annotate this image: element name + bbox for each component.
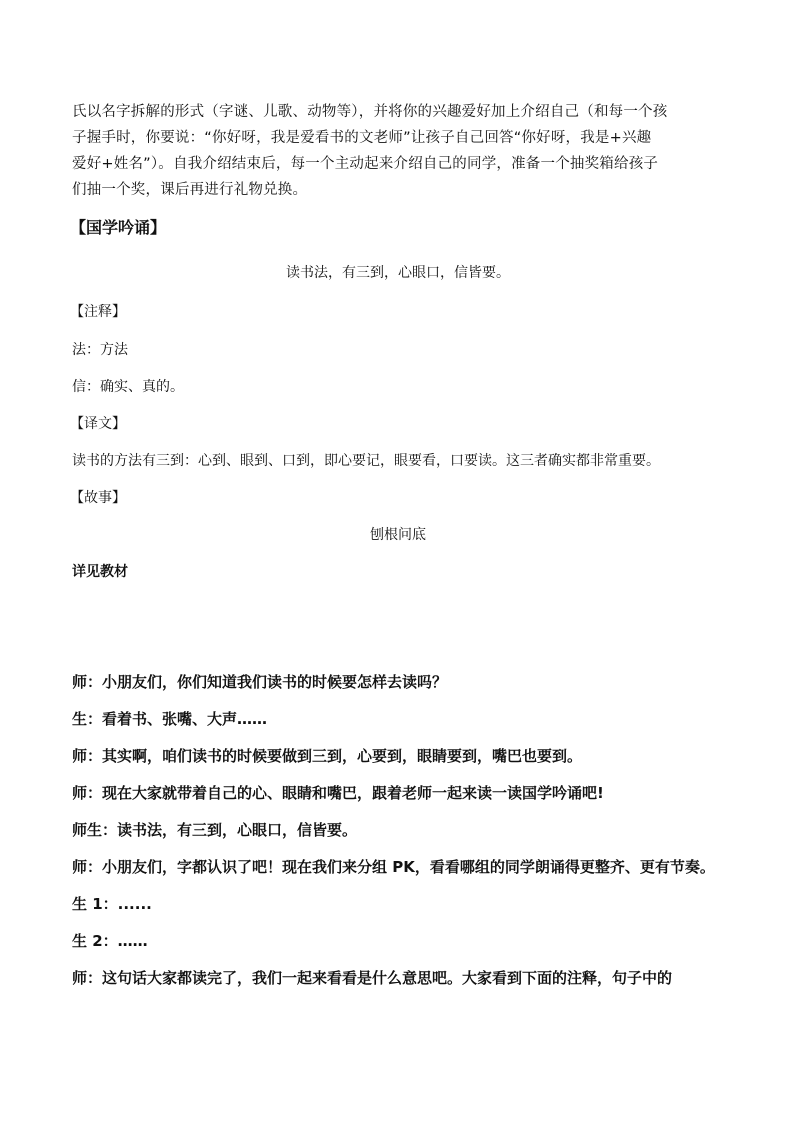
intro-paragraph [72, 99, 724, 203]
story-title: 刨根问底 [370, 527, 426, 543]
verse-line: 读书法，有三到，心眼口，信皆要。 [286, 265, 510, 281]
notes-label: 【注释】 [70, 304, 126, 320]
intro-line: 爱好+姓名”）。自我介绍结束后，每一个主动起来介绍自己的同学，准备一个抽奖箱给孩子 [72, 156, 659, 172]
dialogue-line: 生 2：…… [72, 932, 148, 950]
dialogue-line: 师：其实啊，咱们读书的时候要做到三到，心要到，眼睛要到，嘴巴也要到。 [72, 747, 583, 765]
note-item: 法：方法 [72, 342, 128, 358]
intro-line: 们抽一个奖，课后再进行礼物兑换。 [72, 182, 308, 198]
intro-line: 子握手时，你要说：“你好呀，我是爱看书的文老师”让孩子自己回答“你好呀，我是+兴趣 [72, 130, 652, 146]
dialogue-line: 生 1：...... [72, 895, 152, 913]
story-label: 【故事】 [70, 490, 126, 506]
dialogue-line: 师：小朋友们，你们知道我们读书的时候要怎样去读吗？ [72, 673, 448, 691]
story-detail: 详见教材 [72, 564, 128, 580]
translation-text: 读书的方法有三到：心到、眼到、口到，即心要记，眼要看，口要读。这三者确实都非常重要。 [72, 453, 660, 469]
note-item: 信：确实、真的。 [72, 379, 184, 395]
dialogue-line: 师：小朋友们，字都认识了吧！现在我们来分组 PK，看看哪组的同学朗诵得更整齐、更有节奏。 [72, 858, 715, 876]
dialogue-line: 生：看着书、张嘴、大声…… [72, 710, 268, 728]
translation-label: 【译文】 [70, 416, 126, 432]
dialogue-line: 师：现在大家就带着自己的心、眼睛和嘴巴，跟着老师一起来读一读国学吟诵吧! [72, 784, 604, 802]
dialogue-line: 师生：读书法，有三到，心眼口，信皆要。 [72, 821, 358, 839]
section-title-guoxue: 【国学吟诵】 [70, 218, 167, 237]
dialogue-line: 师：这句话大家都读完了，我们一起来看看是什么意思吧。大家看到下面的注释，句子中的 [72, 969, 673, 987]
dialogue-section [72, 670, 724, 1003]
intro-line: 氏以名字拆解的形式（字谜、儿歌、动物等），并将你的兴趣爱好加上介绍自己（和每一个孩 [72, 104, 668, 120]
